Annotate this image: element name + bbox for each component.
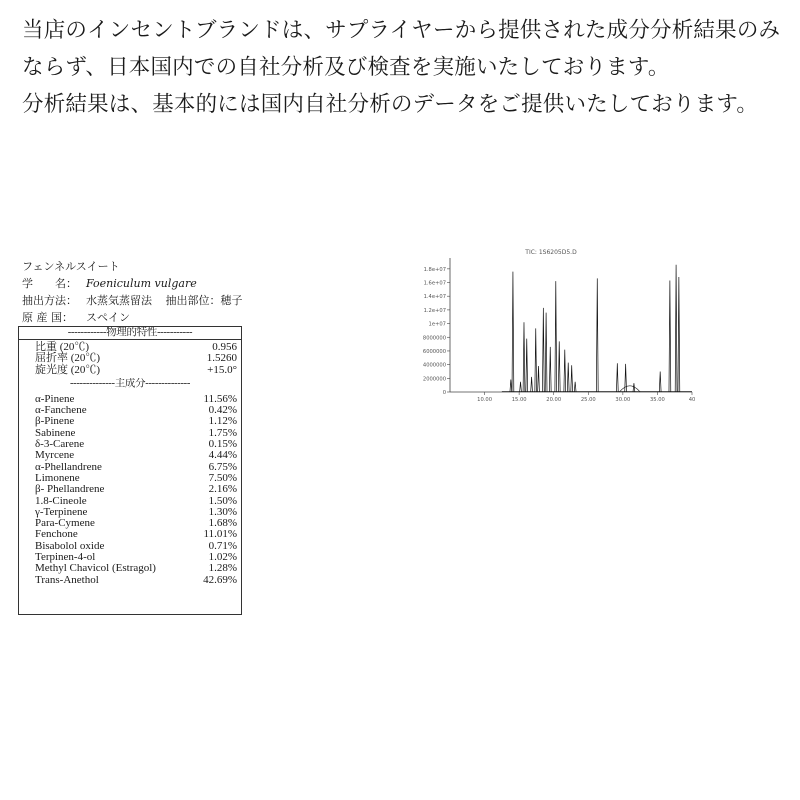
chromatogram-peak — [616, 363, 618, 392]
spec-header — [22, 258, 322, 326]
component-value: 42.69% — [203, 573, 237, 586]
component-value: 1.30% — [208, 505, 237, 518]
component-value: 11.56% — [203, 392, 237, 405]
component-name: Bisabolol oxide — [35, 539, 105, 552]
chromatogram-peak — [555, 281, 557, 392]
chromatogram-peak — [558, 341, 560, 392]
component-value: 6.75% — [208, 460, 237, 473]
chromatogram-peak — [549, 347, 551, 392]
component-value: 11.01% — [203, 528, 237, 541]
component-row — [19, 450, 241, 461]
component-name: Para-Cymene — [35, 517, 95, 530]
chromatogram-peak — [669, 280, 671, 392]
chromatogram-peak — [512, 272, 514, 392]
component-name: Methyl Chavicol (Estragol) — [35, 562, 156, 575]
component-value: 7.50% — [208, 471, 237, 484]
component-value: 4.44% — [208, 449, 237, 462]
component-value: 1.75% — [208, 426, 237, 439]
property-label: 旋光度 (20℃) — [35, 363, 101, 376]
component-row — [19, 484, 241, 495]
y-tick-label: 0 — [442, 390, 446, 396]
intro-text — [22, 12, 782, 123]
physical-divider: ------------物理的特性----------- — [19, 327, 241, 340]
method-row — [22, 292, 322, 309]
chromatogram-peak — [596, 278, 598, 392]
components-divider: --------------主成分-------------- — [69, 377, 191, 389]
chromatogram-peak — [531, 377, 533, 392]
chart-title: TIC: 1S6205D5.D — [525, 249, 577, 256]
chromatogram-peak — [520, 382, 522, 392]
chromatogram-peak — [625, 364, 627, 392]
origin-label: 原 産 国： — [22, 311, 73, 324]
chromatogram-peak — [574, 382, 576, 392]
y-tick-label: 1.4e+07 — [423, 294, 446, 301]
property-row — [19, 365, 241, 376]
component-value: 1.28% — [208, 562, 237, 575]
property-value: +15.0° — [207, 363, 237, 376]
component-value: 0.15% — [208, 438, 237, 451]
physical-properties — [19, 340, 241, 378]
property-label: 屈折率 (20℃) — [35, 352, 101, 365]
y-tick-label: 2000000 — [422, 376, 446, 383]
y-tick-label: 6000000 — [422, 348, 446, 355]
y-tick-label: 1.2e+07 — [423, 307, 446, 314]
hump-trace — [619, 386, 640, 392]
chromatogram-svg — [414, 244, 710, 404]
component-name: β-Pinene — [35, 415, 75, 428]
origin-value: スペイン — [86, 311, 130, 324]
x-tick-label: 10.00 — [477, 397, 493, 403]
chromatogram-peak — [510, 380, 512, 392]
chromatogram-peak — [526, 339, 528, 392]
y-tick-label: 1.6e+07 — [423, 280, 446, 287]
y-tick-label: 8000000 — [422, 335, 446, 342]
x-tick-label: 15.00 — [511, 397, 527, 403]
chromatogram-peak — [571, 365, 573, 392]
product-name: フェンネルスイート — [22, 260, 120, 273]
y-tick-label: 4000000 — [422, 362, 446, 369]
component-name: δ-3-Carene — [35, 438, 85, 451]
component-name: α-Pinene — [35, 392, 75, 405]
component-name: Sabinene — [35, 426, 76, 439]
component-name: β- Phellandrene — [35, 483, 105, 496]
component-value: 0.71% — [208, 539, 237, 552]
component-name: 1.8-Cineole — [35, 494, 87, 507]
chromatogram-peak — [542, 308, 544, 392]
component-list — [19, 390, 241, 586]
latin-name: Foeniculum vulgare — [86, 277, 197, 290]
method-label: 抽出方法： — [22, 294, 77, 307]
component-value: 1.68% — [208, 517, 237, 530]
component-value: 0.42% — [208, 404, 237, 417]
component-name: γ-Terpinene — [35, 505, 88, 518]
method-value: 水蒸気蒸留法 — [86, 294, 152, 307]
chromatogram-peak — [545, 313, 547, 392]
chromatogram-peak — [564, 350, 566, 392]
chromatogram-peak — [633, 383, 635, 392]
component-row — [19, 575, 241, 586]
x-tick-label: 20.00 — [546, 397, 562, 403]
property-value: 0.956 — [212, 341, 237, 353]
y-tick-label: 1e+07 — [428, 321, 446, 328]
component-row — [19, 563, 241, 574]
component-name: Myrcene — [35, 449, 75, 462]
x-tick-label: 25.00 — [580, 397, 596, 403]
component-value: 1.12% — [208, 415, 237, 428]
part-label: 抽出部位： — [165, 294, 221, 307]
component-name: α-Phellandrene — [35, 460, 102, 473]
intro-paragraph-1: 当店のインセントブランドは、サプライヤーから提供された成分分析結果のみならず、日本国内での自社分析及び検査を実施いたしております。 — [22, 18, 781, 80]
chromatogram-peak — [678, 277, 680, 392]
latin-name-row — [22, 275, 322, 292]
component-value: 1.50% — [208, 494, 237, 507]
property-label: 比重 (20℃) — [35, 341, 90, 353]
intro-paragraph-2: 分析結果は、基本的には国内自社分析のデータをご提供いたしております。 — [22, 92, 759, 117]
part-value: 穂子 — [220, 294, 243, 307]
chromatogram-peak — [535, 328, 537, 392]
component-value: 2.16% — [208, 483, 237, 496]
x-tick-label: 40 — [688, 397, 696, 403]
property-value: 1.5260 — [206, 352, 237, 365]
chromatogram-peak — [538, 366, 540, 392]
component-name: Fenchone — [35, 528, 78, 541]
component-name: α-Fanchene — [35, 404, 87, 417]
property-row — [19, 353, 241, 364]
analysis-table — [18, 326, 242, 615]
chromatogram — [414, 244, 710, 404]
chromatogram-peak — [675, 265, 677, 392]
latin-label: 学 名： — [22, 277, 77, 290]
chromatogram-peak — [659, 371, 661, 392]
component-name: Trans-Anethol — [35, 573, 99, 586]
component-name: Limonene — [35, 471, 80, 484]
chromatogram-peak — [523, 322, 525, 392]
origin-row — [22, 309, 322, 326]
x-tick-label: 35.00 — [649, 397, 665, 403]
x-tick-label: 30.00 — [615, 397, 631, 403]
chromatogram-peak — [567, 363, 569, 392]
component-value: 1.02% — [208, 551, 237, 564]
y-tick-label: 1.8e+07 — [423, 266, 446, 273]
component-name: Terpinen-4-ol — [35, 551, 96, 564]
